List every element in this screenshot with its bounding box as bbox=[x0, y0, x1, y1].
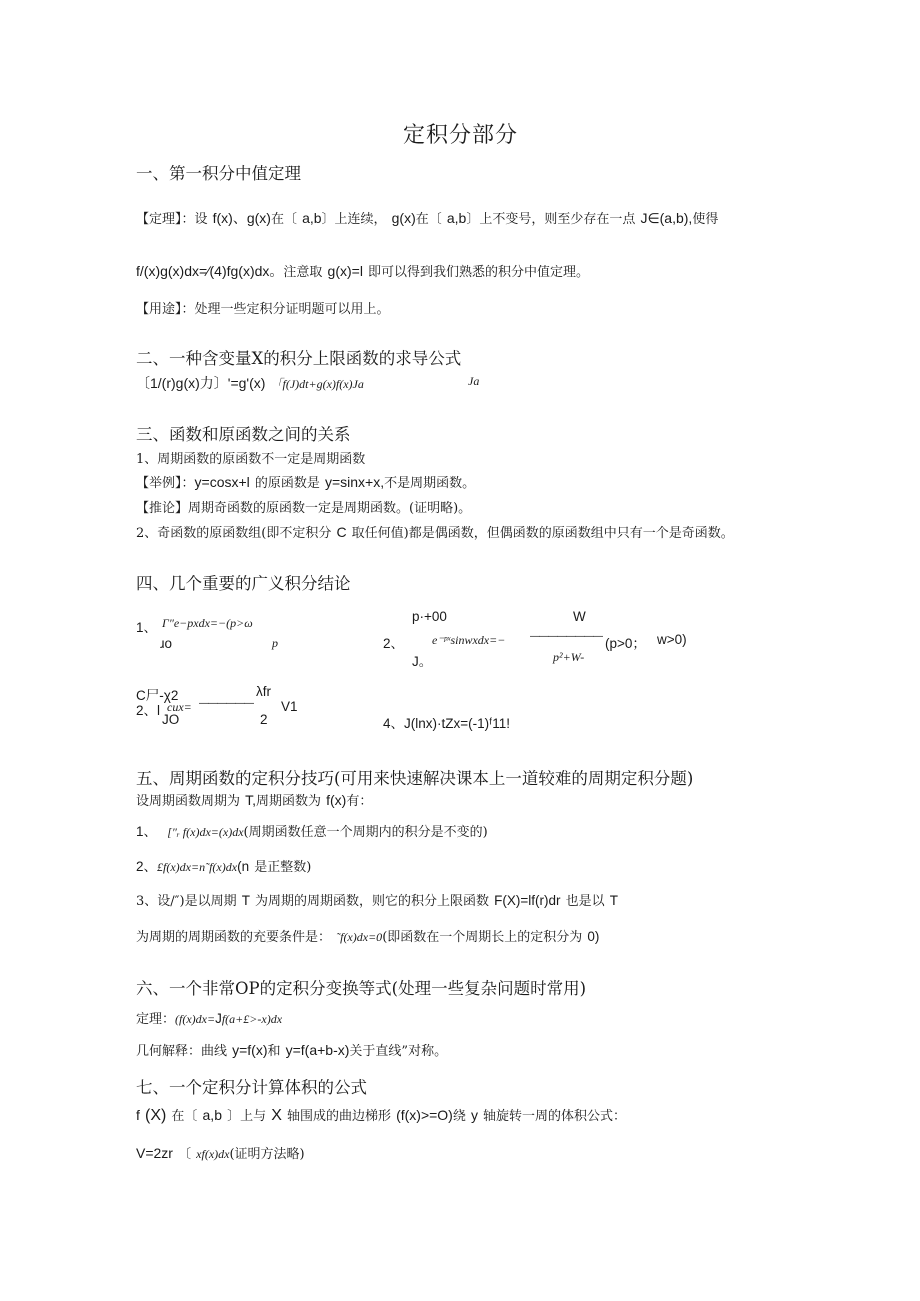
f2-number: 2、 bbox=[383, 636, 405, 651]
derivative-formula: 〔1/(r)g(x)力〕'=g'(x) 「f(J)dt+g(x)f(x)Ja bbox=[136, 375, 364, 391]
f3-expression: cux= bbox=[167, 700, 192, 714]
f2-lower-limit: J。 bbox=[412, 654, 433, 669]
section-5-heading: 五、周期函数的定积分技巧(可用来快速解决课本上一道较难的周期定积分题) bbox=[136, 769, 694, 788]
s5-item-1: 1、 [″ᵣ f(x)dx=(x)dx(周期函数任意一个周期内的积分是不变的) bbox=[136, 824, 488, 840]
section-7-heading: 七、一个定积分计算体积的公式 bbox=[136, 1078, 367, 1097]
f1-number: 1、 bbox=[136, 620, 158, 635]
f1-lower-limit: ɹo bbox=[160, 636, 173, 651]
s5-item-3-cont: 为周期的周期函数的充要条件是： ˜f(x)dx=0(即函数在一个周期长上的定积分为 0) bbox=[136, 929, 600, 945]
f3-dash: —————— bbox=[199, 698, 253, 709]
f2-w: W bbox=[573, 609, 586, 624]
f3-lambda: λfr bbox=[256, 684, 271, 699]
f3-top: C尸-χ2 bbox=[136, 688, 179, 703]
section-6-heading: 六、一个非常OP的定积分变换等式(处理一些复杂问题时常用) bbox=[136, 979, 587, 998]
f4-formula: 4、J(lnx)·tZx=(-1)ᶠ11! bbox=[383, 716, 510, 731]
s5-item-3: 3、设/″)是以周期 T 为周期的周期函数，则它的积分上限函数 F(X)=lf(r)dr 也是以 T bbox=[136, 893, 618, 909]
section-2-heading: 二、一种含变量X的积分上限函数的求导公式 bbox=[136, 349, 462, 368]
s6-theorem: 定理：(f(x)dx=Jf(a+£>-x)dx bbox=[136, 1011, 283, 1027]
f2-condition-2: w>0) bbox=[657, 632, 687, 647]
s7-line: f (X) 在〔 a,b 〕上与 X 轴围成的曲边梯形 (f(x)>=O)绕 y 轴旋转一周的体积公式： bbox=[136, 1107, 627, 1124]
f1-p: p bbox=[272, 636, 278, 650]
section-3-heading: 三、函数和原函数之间的关系 bbox=[136, 425, 351, 444]
s5-intro: 设周期函数周期为 T,周期函数为 f(x)有： bbox=[136, 792, 373, 809]
use-line: 【用途】：处理一些定积分证明题可以用上。 bbox=[136, 302, 390, 317]
s6-geometry: 几何解释：曲线 y=f(x)和 y=f(a+b-x)关于直线”对称。 bbox=[136, 1042, 448, 1059]
f2-dash: ———————— bbox=[530, 631, 602, 642]
f3-number: 2、l bbox=[136, 703, 161, 718]
f2-expression: e⁻ᵖˣsinwxdx=− bbox=[432, 633, 506, 647]
f2-denominator: p²+W- bbox=[553, 650, 585, 664]
f2-condition: (p>0； bbox=[605, 636, 646, 651]
f1-expression: Γ″e−pxdx=−(p>ω bbox=[162, 616, 253, 630]
derivative-formula-limit: Ja bbox=[468, 374, 480, 388]
s5-item-2: 2、£f(x)dx=n˜f(x)dx(n 是正整数) bbox=[136, 859, 312, 875]
mean-value-formula: f/(x)g(x)dx=∕(4)fg(x)dx。 bbox=[136, 263, 284, 279]
s3-item-1: 1、周期函数的原函数不一定是周期函数 bbox=[136, 452, 366, 467]
section-4-heading: 四、几个重要的广义积分结论 bbox=[136, 574, 351, 593]
s3-corollary: 【推论】周期奇函数的原函数一定是周期函数。(证明略)。 bbox=[136, 501, 472, 516]
f2-upper-limit: p·+00 bbox=[412, 609, 447, 624]
section-1-heading: 一、第一积分中值定理 bbox=[136, 164, 301, 183]
use-tag: 【用途】： bbox=[136, 302, 195, 317]
s3-example: 【举例】：y=cosx+l 的原函数是 y=sinx+x,不是周期函数。 bbox=[136, 474, 476, 491]
mean-value-formula-line: f/(x)g(x)dx=∕(4)fg(x)dx。注意取 g(x)=l 即可以得到我们熟悉的积分中值定理。 bbox=[136, 263, 590, 280]
s3-item-2: 2、奇函数的原函数组(即不定积分 C 取任何值)都是偶函数，但偶函数的原函数组中只有一个是奇函数。 bbox=[136, 524, 734, 541]
theorem-tag: 【定理】： bbox=[136, 212, 195, 227]
page-title: 定积分部分 bbox=[403, 123, 519, 148]
f3-lower-limit: JO bbox=[162, 712, 180, 727]
s7-volume-formula: V=2zr 〔 xf(x)dx(证明方法略) bbox=[136, 1145, 305, 1162]
f3-v1: V1 bbox=[281, 699, 298, 714]
theorem-line: 【定理】：设 f(x)、g(x)在〔 a,b〕上连续， g(x)在〔 a,b〕上不变号，则至少存在一点 J∈(a,b),使得 bbox=[136, 210, 719, 227]
f3-two: 2 bbox=[260, 712, 268, 727]
